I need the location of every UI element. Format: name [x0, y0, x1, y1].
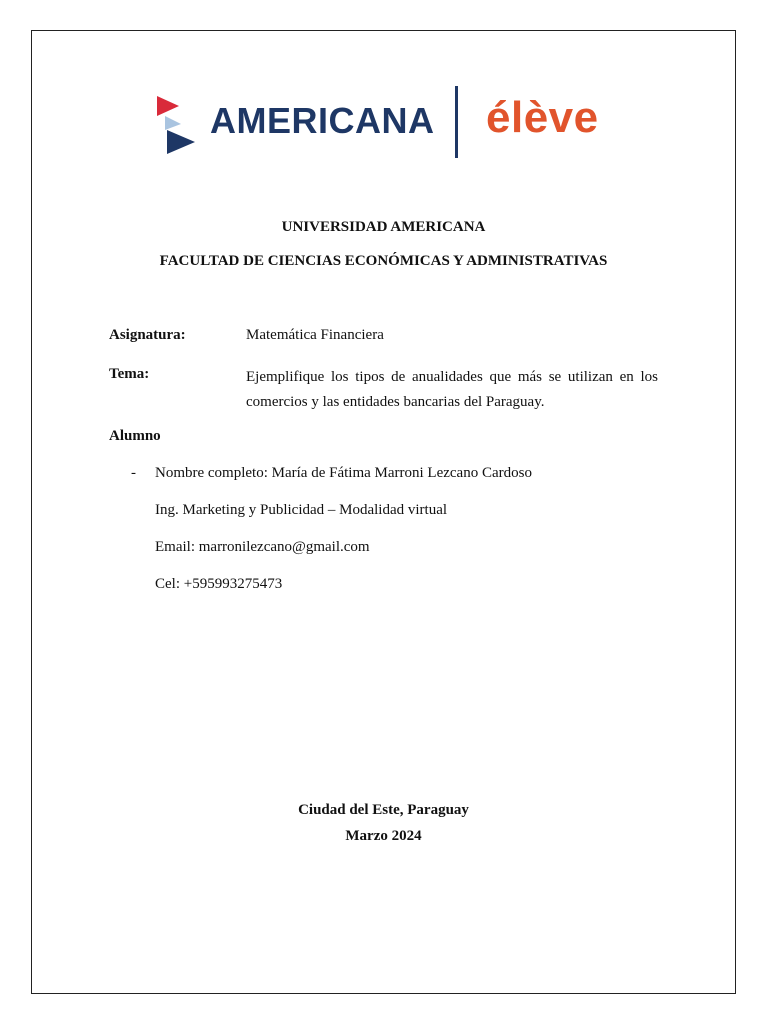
americana-logo-mark-icon [155, 94, 199, 156]
logo-wordmark: AMERICANA [210, 100, 435, 141]
student-program: Ing. Marketing y Publicidad – Modalidad virtual [155, 502, 448, 518]
logo-eleve-wordmark: élève [486, 93, 599, 142]
university-logo [155, 86, 635, 162]
university-title: UNIVERSIDAD AMERICANA [281, 219, 486, 235]
topic-label: Tema: [109, 366, 150, 382]
list-bullet: - [131, 465, 136, 481]
logo-divider [455, 86, 458, 158]
student-label: Alumno [109, 428, 161, 444]
student-email: Email: marronilezcano@gmail.com [155, 539, 370, 555]
student-phone: Cel: +595993275473 [155, 576, 283, 592]
footer-location: Ciudad del Este, Paraguay [298, 802, 469, 818]
footer-date: Marzo 2024 [345, 828, 422, 844]
topic-value: Ejemplifique los tipos de anualidades que más se utilizan en los comercios y las entidades bancarias del Paraguay. [246, 369, 658, 410]
faculty-title: FACULTAD DE CIENCIAS ECONÓMICAS Y ADMINISTRATIVAS [159, 253, 608, 269]
subject-value: Matemática Financiera [246, 327, 384, 343]
subject-label: Asignatura: [109, 327, 186, 343]
student-full-name: Nombre completo: María de Fátima Marroni Lezcano Cardoso [155, 465, 532, 481]
